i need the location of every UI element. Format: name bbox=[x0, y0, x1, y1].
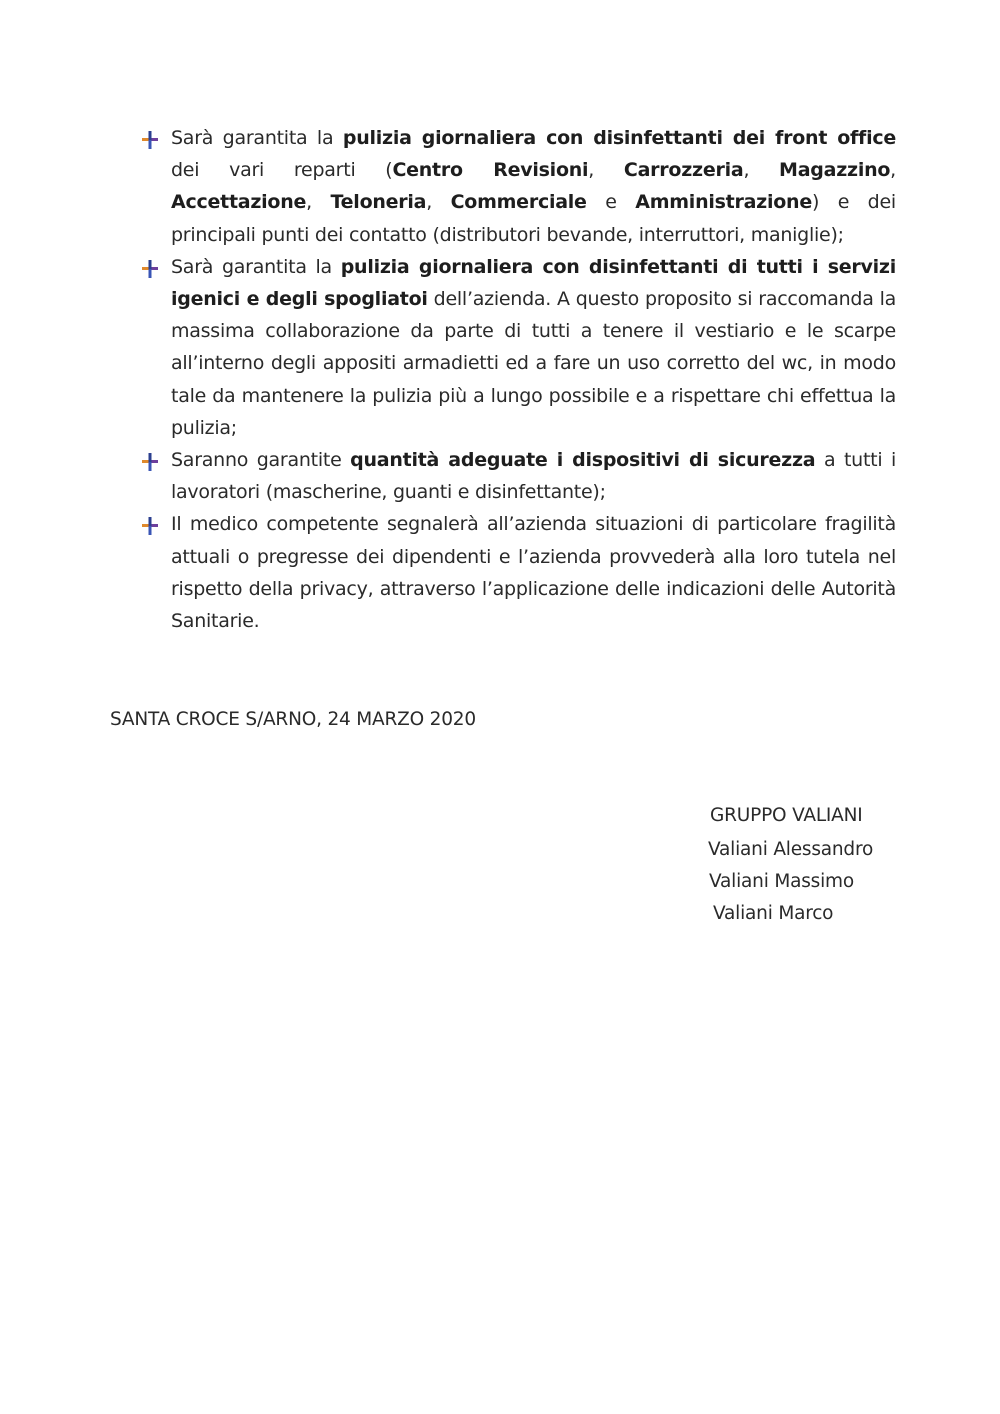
signature-group: GRUPPO VALIANI bbox=[710, 805, 863, 826]
bold-text: Magazzino bbox=[779, 159, 891, 182]
plus-bullet-icon bbox=[140, 517, 160, 535]
bold-text: quantità adeguate i dispositivi di sicurezza bbox=[350, 449, 816, 472]
bullet-text: Sarà garantita la pulizia giornaliera con disinfettanti dei front office dei vari reparti (Centro Revisioni, Carrozzeria, Magazzino, Accettazione, Teloneria, Commerciale e Amministrazione) e dei principali punti dei contatto (distributori bevande, interruttori, maniglie); bbox=[171, 127, 896, 246]
signature-name: Valiani Marco bbox=[713, 903, 834, 924]
plus-bullet-icon bbox=[140, 260, 160, 278]
bold-text: Amministrazione bbox=[635, 191, 812, 214]
list-item bbox=[140, 122, 896, 251]
place-date: SANTA CROCE S/ARNO, 24 MARZO 2020 bbox=[110, 709, 476, 730]
bold-text: Commerciale bbox=[450, 191, 587, 214]
bold-text: Accettazione bbox=[171, 191, 307, 214]
signature-name: Valiani Alessandro bbox=[708, 839, 874, 860]
bullet-list bbox=[140, 122, 896, 637]
list-item bbox=[140, 508, 896, 637]
bullet-text: Sarà garantita la pulizia giornaliera con disinfettanti di tutti i servizi igenici e degli spogliatoi dell’azienda. A questo proposito si raccomanda la massima collaborazione da parte di tutti a tenere il vestiario e le scarpe all’interno degli appositi armadietti ed a fare un uso corretto del wc, in modo tale da mantenere la pulizia più a lungo possibile e a rispettare chi effettua la pulizia; bbox=[171, 255, 897, 439]
plus-bullet-icon bbox=[140, 131, 160, 149]
signature-name: Valiani Massimo bbox=[709, 871, 854, 892]
bold-text: Centro Revisioni bbox=[392, 159, 589, 182]
bold-text: Carrozzeria bbox=[623, 159, 744, 182]
list-item bbox=[140, 444, 896, 508]
bold-text: pulizia giornaliera con disinfettanti di tutti i servizi igenici e degli spogliatoi bbox=[171, 255, 896, 311]
bold-text: pulizia giornaliera con disinfettanti dei front office bbox=[342, 127, 896, 149]
plus-bullet-icon bbox=[140, 453, 160, 471]
bold-text: Teloneria bbox=[330, 191, 427, 214]
list-item bbox=[140, 251, 896, 444]
bullet-text: Il medico competente segnalerà all’azienda situazioni di particolare fragilità attuali o pregresse dei dipendenti e l’azienda provvederà alla loro tutela nel rispetto della privacy, attraverso l’applicazione delle indicazioni delle Autorità Sanitarie. bbox=[171, 513, 896, 633]
bullet-text: Saranno garantite quantità adeguate i dispositivi di sicurezza a tutti i lavoratori (mascherine, guanti e disinfettante); bbox=[171, 449, 897, 504]
